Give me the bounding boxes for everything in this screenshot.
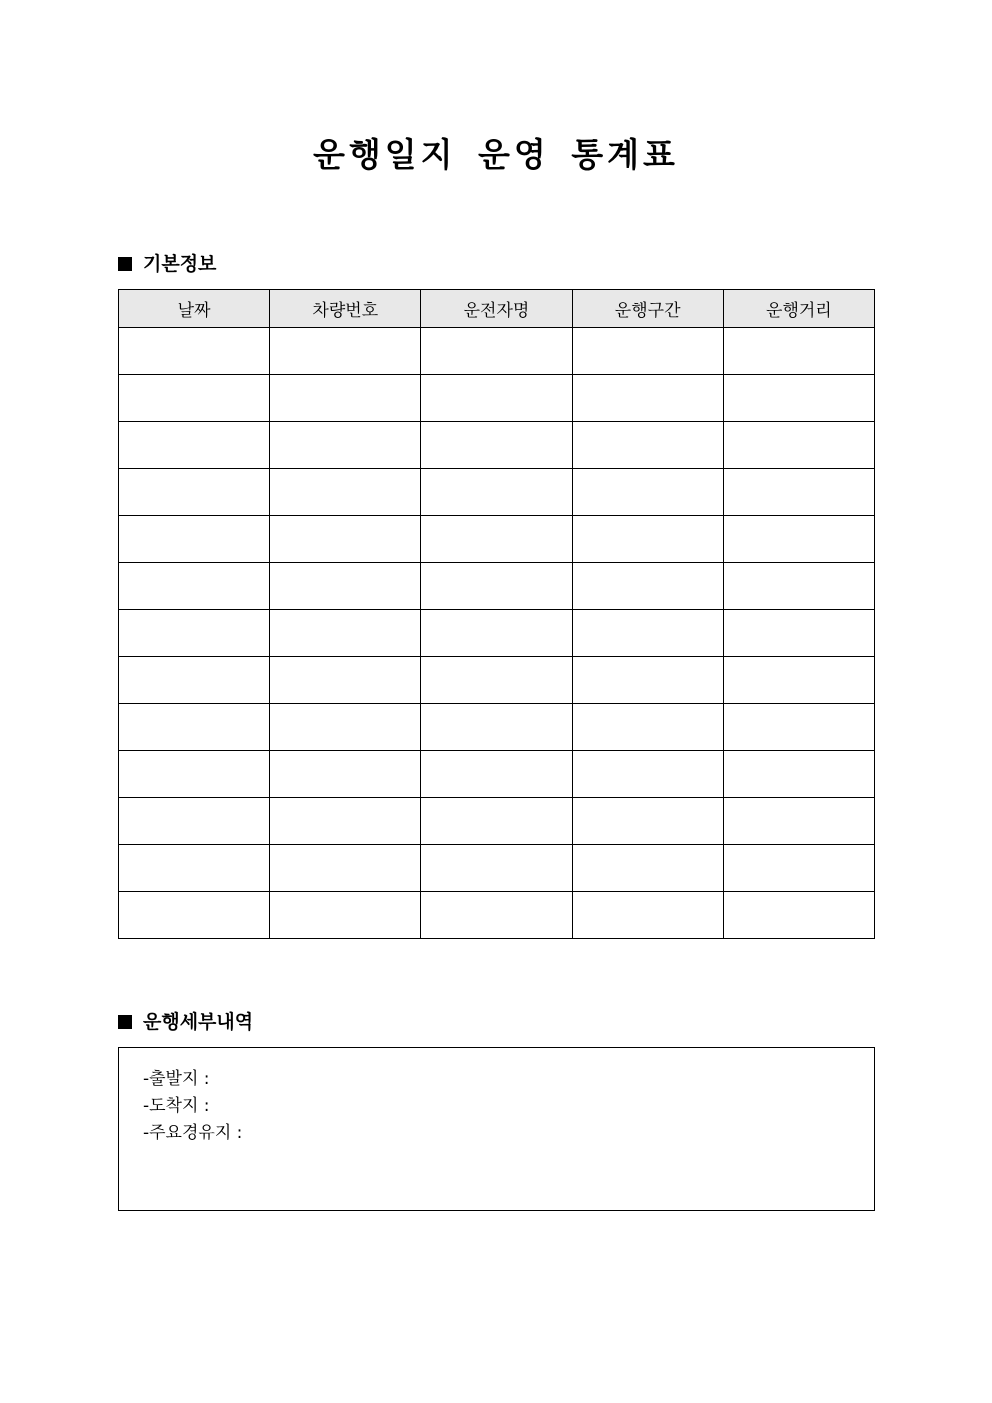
driver-name-cell: [421, 328, 572, 375]
date-cell: [119, 422, 270, 469]
waypoints-line: -주요경유지 :: [143, 1123, 243, 1143]
distance-cell: [723, 798, 874, 845]
vehicle-number-cell: [270, 751, 421, 798]
table-header-row: [119, 290, 875, 328]
driver-name-cell: [421, 751, 572, 798]
route-section-cell: [572, 892, 723, 939]
distance-cell: [723, 704, 874, 751]
distance-cell: [723, 892, 874, 939]
trip-details-lines: [143, 1066, 242, 1147]
distance-cell: [723, 845, 874, 892]
section-heading-basic-info: [118, 251, 216, 277]
driver-name-cell: [421, 892, 572, 939]
route-section-cell: [572, 657, 723, 704]
driver-name-cell: [421, 563, 572, 610]
distance-cell: [723, 375, 874, 422]
section-heading-trip-details: [118, 1009, 253, 1035]
table-row: [119, 469, 875, 516]
vehicle-number-cell: [270, 422, 421, 469]
page-title: 운행일지 운영 통계표: [313, 135, 679, 174]
distance-cell: [723, 328, 874, 375]
route-section-cell: [572, 516, 723, 563]
driver-name-cell: [421, 610, 572, 657]
vehicle-number-cell: [270, 892, 421, 939]
section-heading-label: 기본정보: [143, 253, 217, 275]
column-header-vehicle-number: 차량번호: [270, 290, 421, 328]
driver-name-cell: [421, 422, 572, 469]
vehicle-number-cell: [270, 516, 421, 563]
table-row: [119, 328, 875, 375]
distance-cell: [723, 563, 874, 610]
driver-name-cell: [421, 798, 572, 845]
table-row: [119, 516, 875, 563]
driver-name-cell: [421, 704, 572, 751]
table-row: [119, 657, 875, 704]
route-section-cell: [572, 328, 723, 375]
column-header-distance: 운행거리: [723, 290, 874, 328]
route-section-cell: [572, 798, 723, 845]
distance-cell: [723, 657, 874, 704]
route-section-cell: [572, 751, 723, 798]
date-cell: [119, 657, 270, 704]
vehicle-number-cell: [270, 375, 421, 422]
vehicle-number-cell: [270, 469, 421, 516]
column-header-route-section: 운행구간: [572, 290, 723, 328]
vehicle-number-cell: [270, 704, 421, 751]
table-row: [119, 704, 875, 751]
date-cell: [119, 375, 270, 422]
table-row: [119, 563, 875, 610]
vehicle-number-cell: [270, 657, 421, 704]
basic-info-table: [118, 289, 875, 939]
route-section-cell: [572, 422, 723, 469]
date-cell: [119, 704, 270, 751]
arrival-line: -도착지 :: [143, 1096, 210, 1116]
column-header-driver-name: 운전자명: [421, 290, 572, 328]
vehicle-number-cell: [270, 328, 421, 375]
departure-line: -출발지 :: [143, 1069, 210, 1089]
distance-cell: [723, 610, 874, 657]
distance-cell: [723, 469, 874, 516]
driver-name-cell: [421, 845, 572, 892]
vehicle-number-cell: [270, 563, 421, 610]
table-row: [119, 422, 875, 469]
date-cell: [119, 610, 270, 657]
driver-name-cell: [421, 516, 572, 563]
date-cell: [119, 845, 270, 892]
square-bullet-icon: [118, 1015, 132, 1029]
distance-cell: [723, 516, 874, 563]
driver-name-cell: [421, 469, 572, 516]
square-bullet-icon: [118, 257, 132, 271]
driver-name-cell: [421, 375, 572, 422]
distance-cell: [723, 422, 874, 469]
driver-name-cell: [421, 657, 572, 704]
section-heading-label: 운행세부내역: [143, 1011, 254, 1033]
date-cell: [119, 892, 270, 939]
date-cell: [119, 798, 270, 845]
route-section-cell: [572, 563, 723, 610]
vehicle-number-cell: [270, 798, 421, 845]
route-section-cell: [572, 610, 723, 657]
table-row: [119, 892, 875, 939]
route-section-cell: [572, 704, 723, 751]
distance-cell: [723, 751, 874, 798]
vehicle-number-cell: [270, 845, 421, 892]
date-cell: [119, 469, 270, 516]
date-cell: [119, 516, 270, 563]
trip-details-box: [118, 1047, 875, 1211]
table-body: [119, 328, 875, 939]
route-section-cell: [572, 375, 723, 422]
table-row: [119, 610, 875, 657]
date-cell: [119, 328, 270, 375]
date-cell: [119, 563, 270, 610]
route-section-cell: [572, 469, 723, 516]
column-header-date: 날짜: [119, 290, 270, 328]
table-row: [119, 375, 875, 422]
date-cell: [119, 751, 270, 798]
vehicle-number-cell: [270, 610, 421, 657]
table-row: [119, 751, 875, 798]
table-row: [119, 845, 875, 892]
route-section-cell: [572, 845, 723, 892]
table-row: [119, 798, 875, 845]
